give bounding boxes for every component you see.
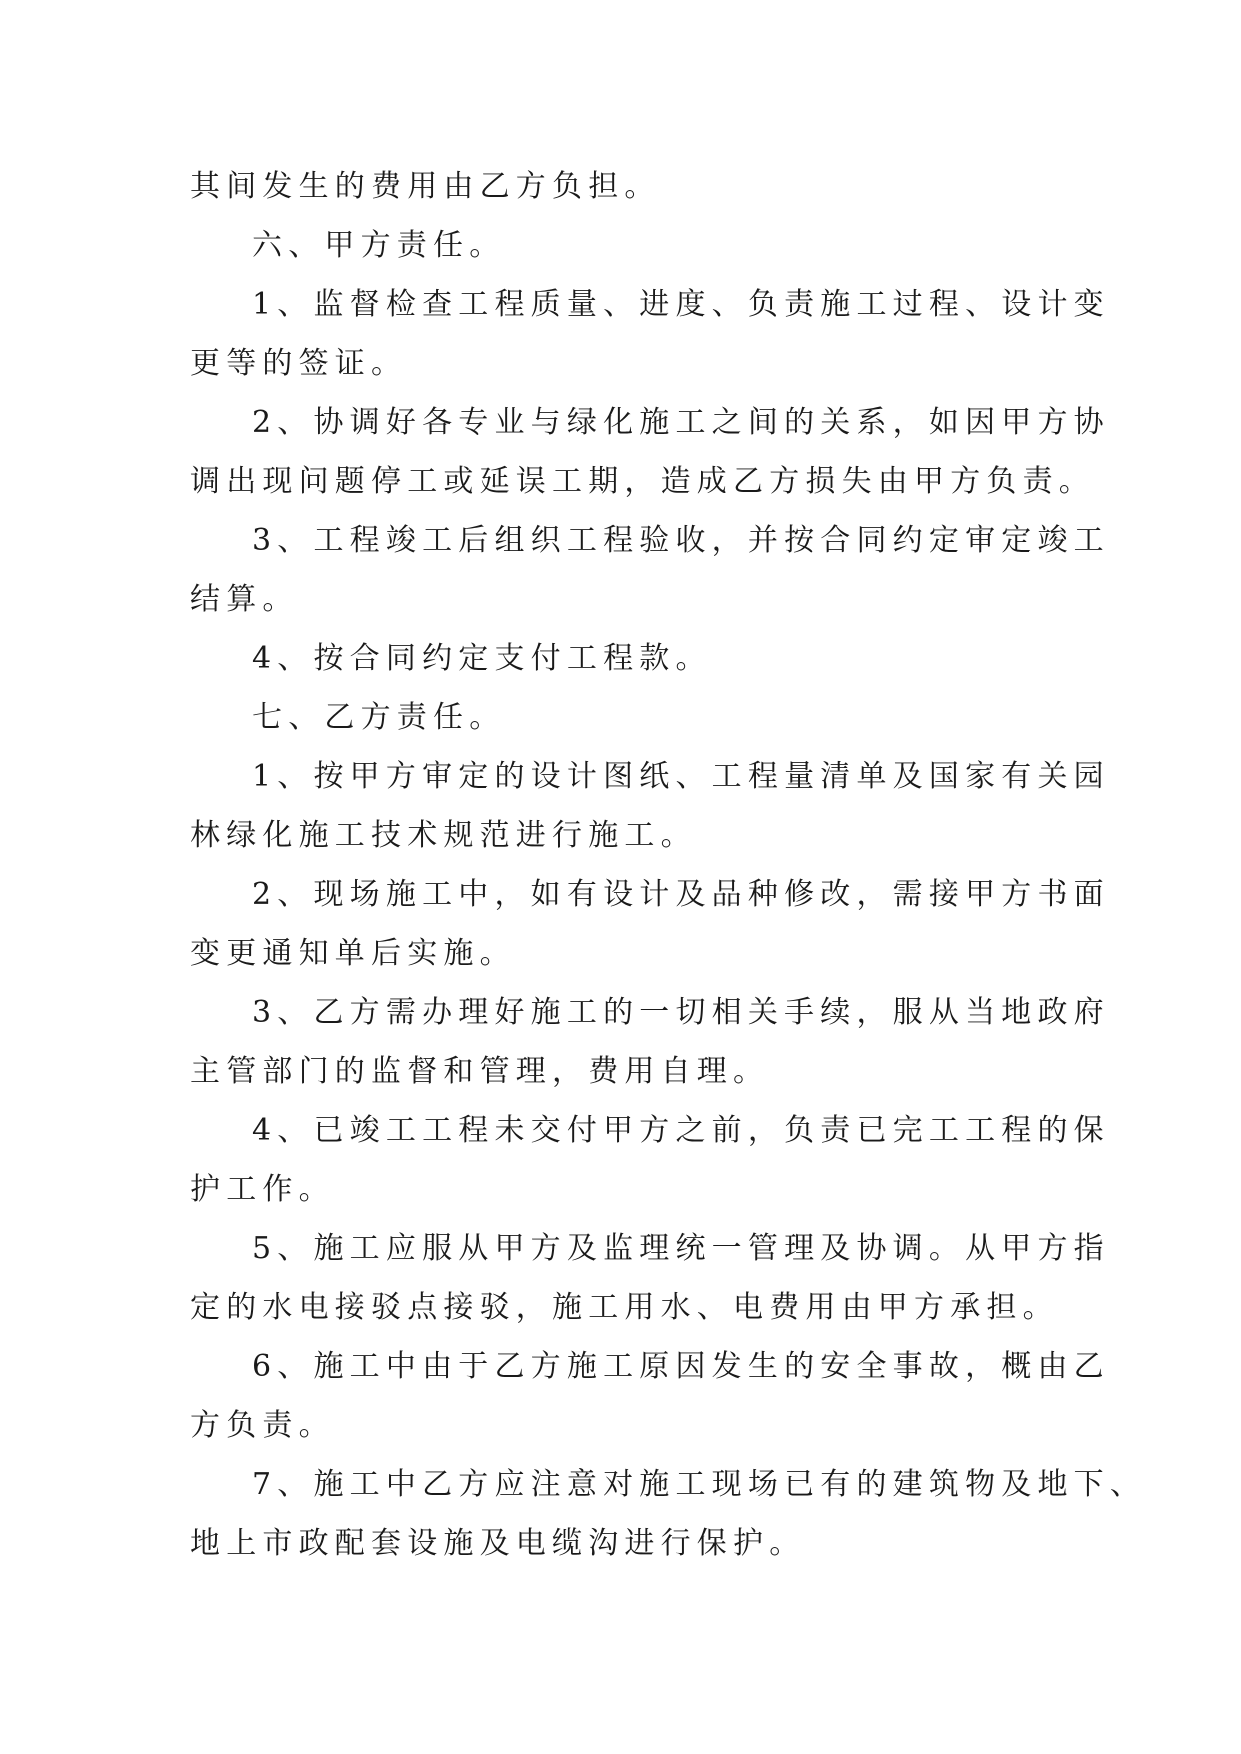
text-line: 变更通知单后实施。 [190, 936, 516, 971]
section-heading-party-b: 七、乙方责任。 [252, 700, 506, 735]
text-line: 调出现问题停工或延误工期，造成乙方损失由甲方负责。 [190, 464, 1095, 499]
text-line: 主管部门的监督和管理，费用自理。 [190, 1054, 770, 1089]
text-line: 林绿化施工技术规范进行施工。 [190, 818, 697, 853]
text-line: 定的水电接驳点接驳，施工用水、电费用由甲方承担。 [190, 1290, 1059, 1325]
text-line: 4、已竣工工程未交付甲方之前，负责已完工工程的保 [252, 1113, 1110, 1148]
text-line: 3、乙方需办理好施工的一切相关手续，服从当地政府 [252, 995, 1110, 1030]
text-line: 3、工程竣工后组织工程验收，并按合同约定审定竣工 [252, 523, 1110, 558]
text-line: 地上市政配套设施及电缆沟进行保护。 [190, 1526, 806, 1561]
text-line: 1、按甲方审定的设计图纸、工程量清单及国家有关园 [252, 759, 1110, 794]
text-line: 4、按合同约定支付工程款。 [252, 641, 712, 676]
document-body [190, 157, 1147, 1573]
text-line: 1、监督检查工程质量、进度、负责施工过程、设计变 [252, 287, 1110, 322]
section-heading-party-a: 六、甲方责任。 [252, 228, 506, 263]
text-line: 护工作。 [190, 1172, 335, 1207]
text-line: 2、协调好各专业与绿化施工之间的关系，如因甲方协 [252, 405, 1110, 440]
text-line: 结算。 [190, 582, 299, 617]
text-line: 其间发生的费用由乙方负担。 [190, 169, 661, 204]
text-line: 方负责。 [190, 1408, 335, 1443]
text-line: 7、施工中乙方应注意对施工现场已有的建筑物及地下、 [252, 1467, 1147, 1502]
text-line: 2、现场施工中，如有设计及品种修改，需接甲方书面 [252, 877, 1110, 912]
text-line: 更等的签证。 [190, 346, 408, 381]
text-line: 5、施工应服从甲方及监理统一管理及协调。从甲方指 [252, 1231, 1110, 1266]
text-line: 6、施工中由于乙方施工原因发生的安全事故，概由乙 [252, 1349, 1110, 1384]
